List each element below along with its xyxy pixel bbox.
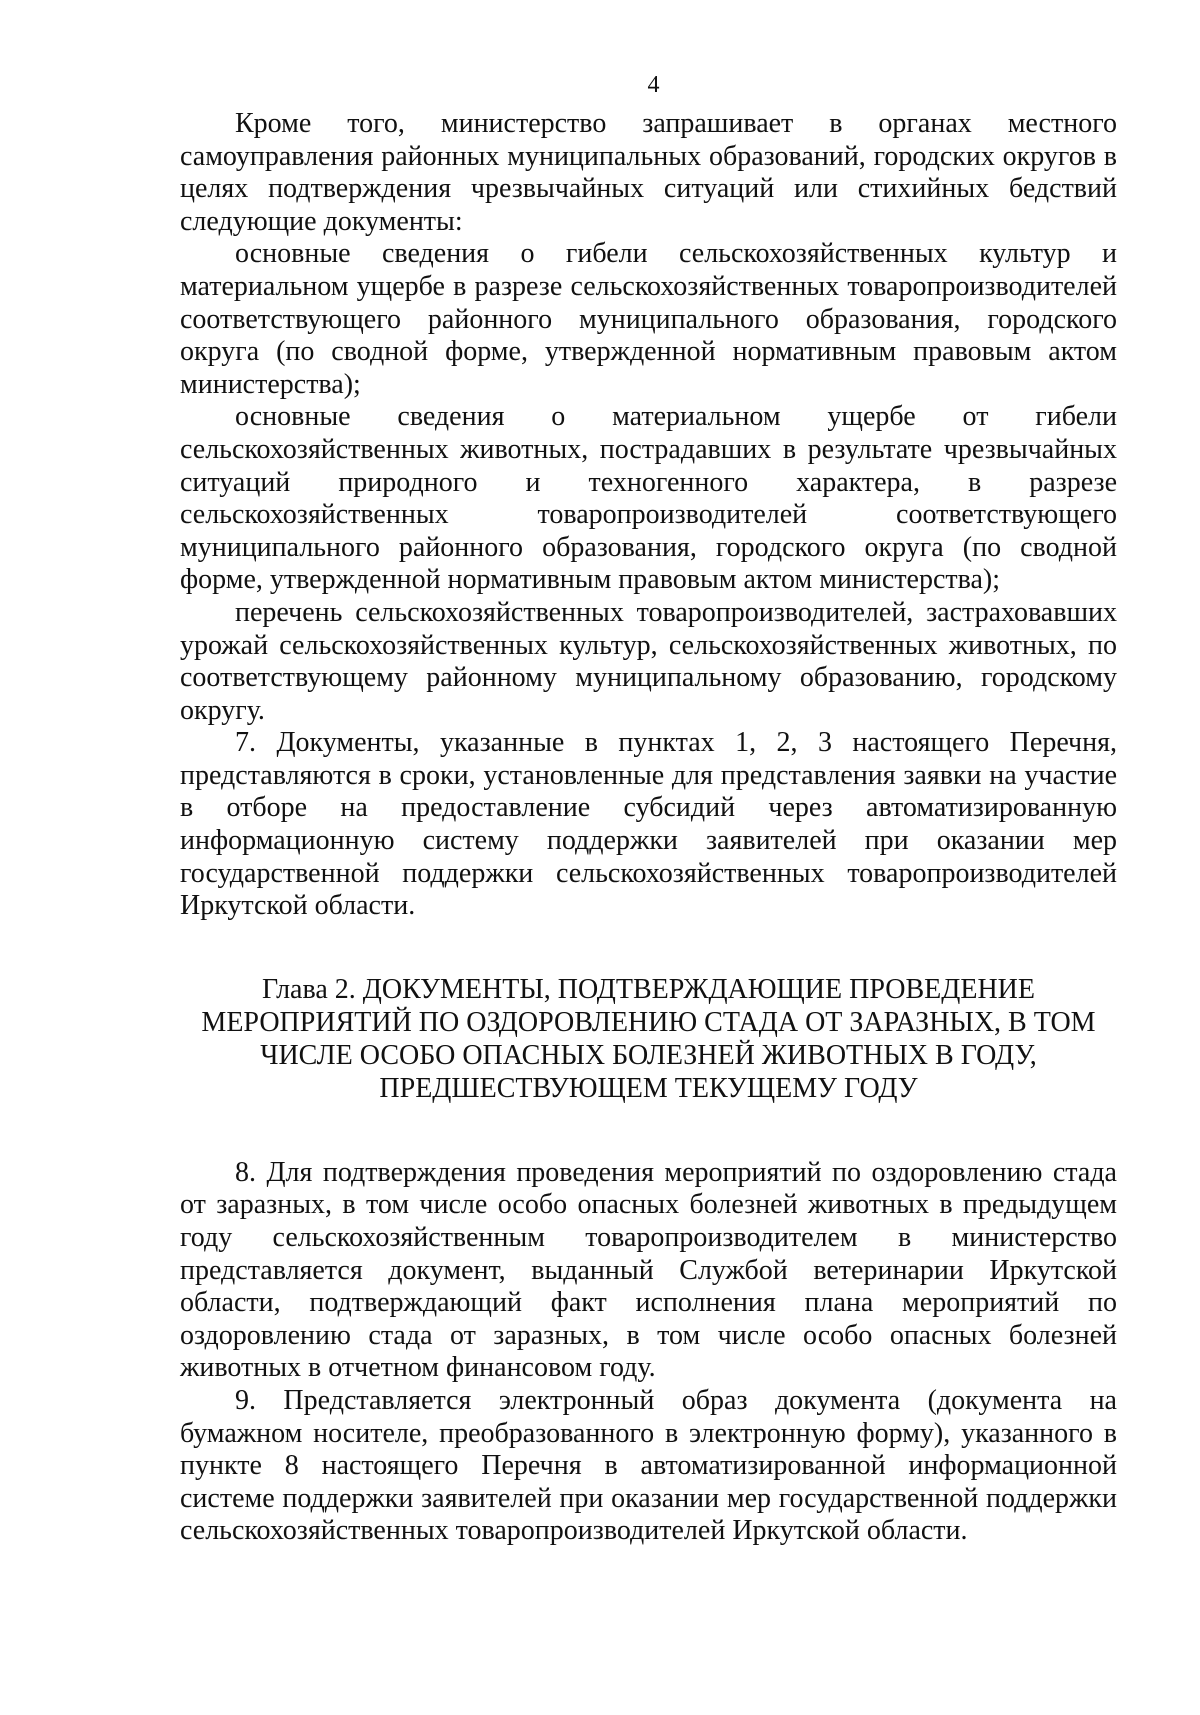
chapter-heading-line: ЧИСЛЕ ОСОБО ОПАСНЫХ БОЛЕЗНЕЙ ЖИВОТНЫХ В ГОДУ, [260,1039,1037,1071]
paragraph-insured-producers-list: перечень сельскохозяйственных товаропроизводителей, застраховавших урожай сельскохозяйственных культур, сельскохозяйственных животных, по соответствующему районному муниципальному образованию, городскому округу. [180,596,1117,726]
paragraph-crop-loss-info: основные сведения о гибели сельскохозяйственных культур и материальном ущербе в разрезе сельскохозяйственных товаропроизводителей соответствующего районного муниципального образования, городского округа (по сводной форме, утвержденной нормативным правовым актом министерства); [180,238,1117,400]
document-page [180,70,1117,1548]
chapter-heading-line: Глава 2. ДОКУМЕНТЫ, ПОДТВЕРЖДАЮЩИЕ ПРОВЕДЕНИЕ [261,973,1036,1005]
chapter-heading-line: МЕРОПРИЯТИЙ ПО ОЗДОРОВЛЕНИЮ СТАДА ОТ ЗАРАЗНЫХ, В ТОМ [201,1006,1096,1038]
chapter-2-heading [180,973,1117,1105]
chapter-heading-line: ПРЕДШЕСТВУЮЩЕМ ТЕКУЩЕМУ ГОДУ [379,1072,918,1104]
paragraph-animal-loss-info: основные сведения о материальном ущербе от гибели сельскохозяйственных животных, пострадавших в результате чрезвычайных ситуаций природного и техногенного характера, в разрезе сельскохозяйственных товаропроизводителей соответствующего муниципального районного образования, городского округа (по сводной форме, утвержденной нормативным правовым актом министерства); [180,401,1117,596]
paragraph-item-7: 7. Документы, указанные в пунктах 1, 2, 3 настоящего Перечня, представляются в сроки, установленные для представления заявки на участие в отборе на предоставление субсидий через автоматизированную информационную систему поддержки заявителей при оказании мер государственной поддержки сельскохозяйственных товаропроизводителей Иркутской области. [180,727,1117,922]
paragraph-item-8: 8. Для подтверждения проведения мероприятий по оздоровлению стада от заразных, в том числе особо опасных болезней животных в предыдущем году сельскохозяйственным товаропроизводителем в министерство представляется документ, выданный Службой ветеринарии Иркутской области, подтверждающий факт исполнения плана мероприятий по оздоровлению стада от заразных, в том числе особо опасных болезней животных в отчетном финансовом году. [180,1156,1117,1384]
paragraph-item-9: 9. Представляется электронный образ документа (документа на бумажном носителе, преобразованного в электронную форму), указанного в пункте 8 настоящего Перечня в автоматизированной информационной системе поддержки заявителей при оказании мер государственной поддержки сельскохозяйственных товаропроизводителей Иркутской области. [180,1385,1117,1547]
page-number: 4 [647,72,660,98]
paragraph-ministry-requests: Кроме того, министерство запрашивает в органах местного самоуправления районных муниципальных образований, городских округов в целях подтверждения чрезвычайных ситуаций или стихийных бедствий следующие документы: [180,108,1117,237]
